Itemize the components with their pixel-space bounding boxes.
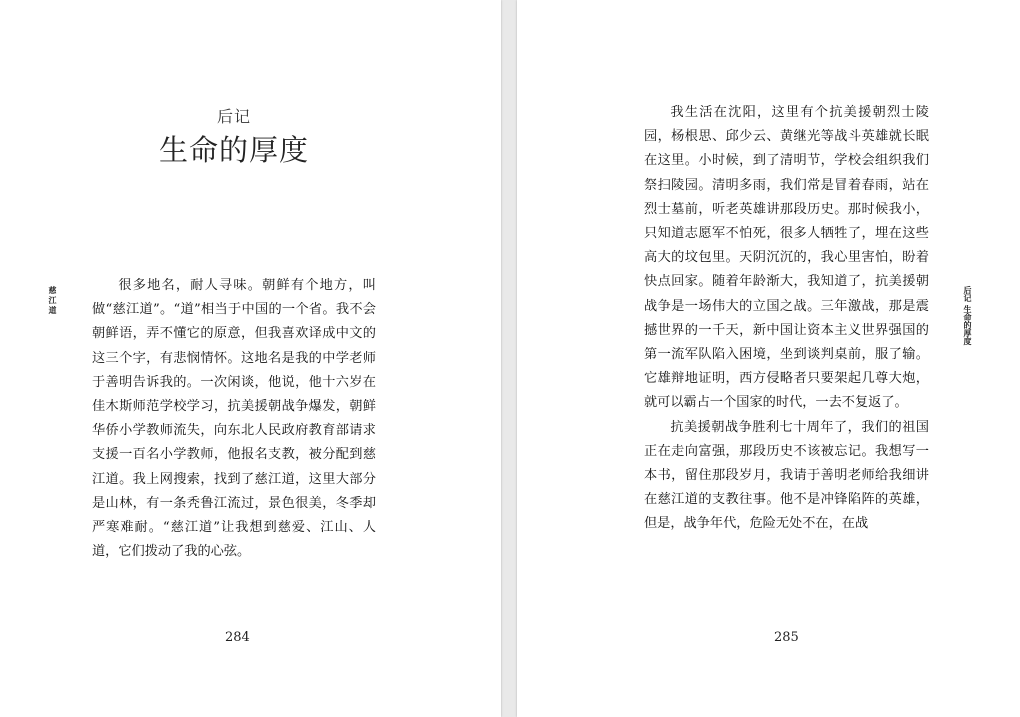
page-number-left: 284 — [225, 630, 250, 645]
paragraph: 我生活在沈阳，这里有个抗美援朝烈士陵园，杨根思、邱少云、黄继光等战斗英雄就长眠在这里。小时候，到了清明节，学校会组织我们祭扫陵园。清明多雨，我们常是冒着春雨，站在烈士墓前，听老英雄讲那段历史。那时候我小，只知道志愿军不怕死，很多人牺牲了，埋在这些高大的坟包里。天阴沉沉的，我心里害怕，盼着快点回家。随着年龄渐大，我知道了，抗美援朝战争是一场伟大的立国之战。三年激战，那是震撼世界的一千天，新中国让资本主义世界强国的第一流军队陷入困境，坐到谈判桌前，服了输。它雄辩地证明，西方侵略者只要架起几尊大炮，就可以霸占一个国家的时代，一去不复返了。 — [644, 105, 929, 411]
page-number-right: 285 — [774, 630, 799, 645]
chapter-label: 后记 — [216, 107, 251, 126]
paragraph: 抗美援朝战争胜利七十周年了，我们的祖国正在走向富强，那段历史不该被忘记。我想写一本书，留住那段岁月，我请于善明老师给我细讲在慈江道的支教往事。他不是冲锋陷阵的英雄，但是，战争年代，危险无处不在，在战 — [644, 419, 929, 532]
right-page — [517, 0, 1020, 717]
chapter-title: 生命的厚度 — [158, 133, 309, 167]
left-page — [0, 0, 501, 717]
body-text-right — [644, 101, 929, 537]
running-head-right: 后记 生命的厚度 — [963, 286, 972, 345]
body-text-left — [92, 274, 376, 564]
paragraph: 很多地名，耐人寻味。朝鲜有个地方，叫做“慈江道”。“道”相当于中国的一个省。我不会朝鲜语，弄不懂它的原意，但我喜欢译成中文的这三个字，有悲悯情怀。这地名是我的中学老师于善明告诉我的。一次闲谈，他说，他十六岁在佳木斯师范学校学习，抗美援朝战争爆发，朝鲜华侨小学教师流失，向东北人民政府教育部请求支援一百名小学教师，他报名支教，被分配到慈江道。我上网搜索，找到了慈江道，这里大部分是山林，有一条秃鲁江流过，景色很美，冬季却严寒难耐。“慈江道”让我想到慈爱、江山、人道，它们拨动了我的心弦。 — [92, 278, 376, 560]
running-head-left: 慈江道 — [48, 286, 57, 316]
